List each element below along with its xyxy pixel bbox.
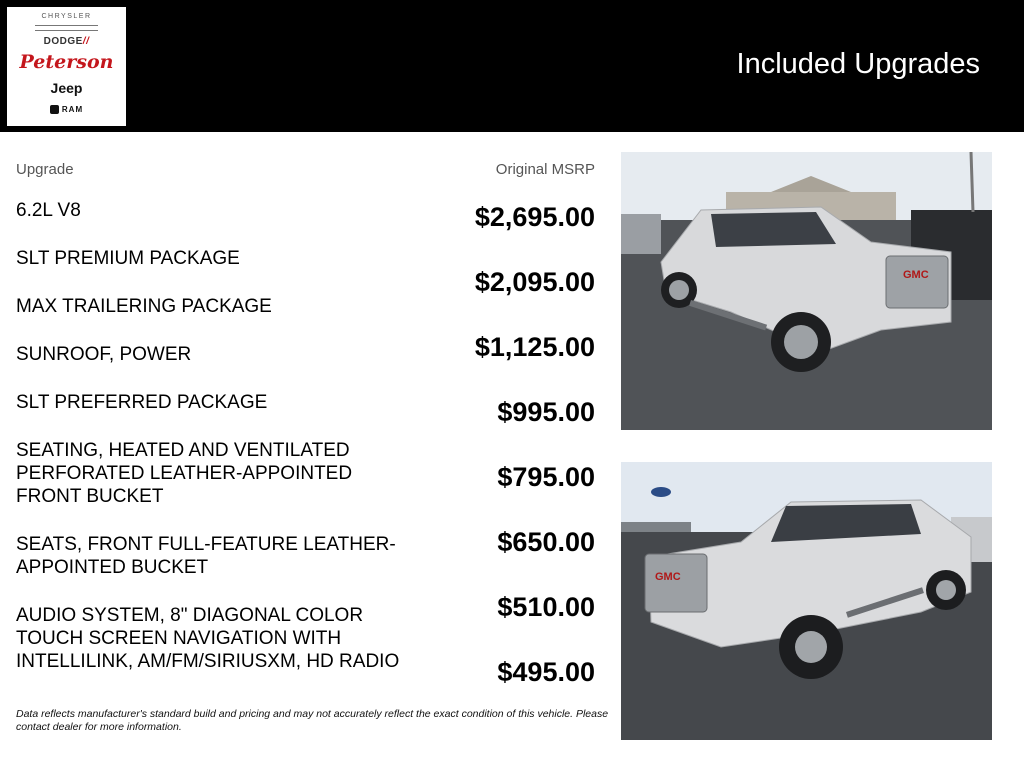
- disclaimer-text: Data reflects manufacturer's standard build and pricing and may not accurately reflect the exact condition of this vehicle. Please contact dealer for more information.: [16, 708, 609, 733]
- upgrade-item: 6.2L V8: [16, 200, 81, 221]
- rear-wheel-rim: [936, 580, 956, 600]
- price-value: $495.00: [497, 657, 595, 687]
- truck-grille: [886, 256, 948, 308]
- front-wheel-rim: [784, 325, 818, 359]
- price-value: $2,095.00: [474, 267, 595, 297]
- ram-logo-text: [7, 105, 126, 114]
- upgrade-item: MAX TRAILERING PACKAGE: [16, 296, 272, 317]
- upgrade-item: SEATS, FRONT FULL-FEATURE LEATHER-APPOINTED BUCKET: [16, 534, 396, 578]
- ram-head-icon: [50, 105, 59, 114]
- truck-grille: [645, 554, 707, 612]
- vehicle-photo-front-left[interactable]: [621, 462, 992, 740]
- upgrade-item: SLT PREFERRED PACKAGE: [16, 392, 268, 413]
- upgrade-item: SUNROOF, POWER: [16, 344, 192, 365]
- truck-windows: [711, 212, 836, 247]
- upgrade-list: [16, 199, 406, 698]
- dodge-logo-text: [7, 36, 126, 47]
- jeep-logo-text: Jeep: [50, 80, 83, 96]
- price-value: $795.00: [497, 462, 595, 492]
- price-value: $2,695.00: [474, 202, 595, 232]
- dealer-logo[interactable]: [7, 7, 126, 126]
- price-value: $1,125.00: [474, 332, 595, 362]
- column-header-upgrade: Upgrade: [16, 161, 74, 178]
- truck-photo-graphic: [621, 152, 992, 430]
- upgrade-item: SEATING, HEATED AND VENTILATED PERFORATED LEATHER-APPOINTED FRONT BUCKET: [16, 440, 353, 507]
- truck-photo-graphic: [621, 462, 992, 740]
- vehicle-photo-front-right[interactable]: [621, 152, 992, 430]
- chrysler-wings-icon: [35, 25, 98, 31]
- column-header-msrp: Original MSRP: [495, 161, 595, 178]
- price-list: [395, 200, 595, 720]
- gmc-badge: GMC: [655, 571, 681, 583]
- light-pole: [971, 152, 973, 212]
- upgrade-item: AUDIO SYSTEM, 8" DIAGONAL COLOR TOUCH SCREEN NAVIGATION WITH INTELLILINK, AM/FM/SIRIUSXM, HD RADIO: [16, 605, 400, 672]
- peterson-logo-text: Peterson: [19, 51, 114, 73]
- ford-sign: [651, 487, 671, 497]
- upgrade-item: SLT PREMIUM PACKAGE: [16, 248, 240, 269]
- gmc-badge: GMC: [903, 269, 929, 281]
- chrysler-logo-text: CHRYSLER: [41, 13, 92, 20]
- dodge-stripes-icon: //: [82, 36, 90, 47]
- page-title: Included Upgrades: [736, 48, 980, 80]
- ram-label: RAM: [61, 105, 84, 114]
- price-value: $650.00: [497, 527, 595, 557]
- background-vehicle: [621, 214, 661, 254]
- price-value: $510.00: [497, 592, 595, 622]
- dodge-label: DODGE: [43, 36, 83, 47]
- price-value: $995.00: [497, 397, 595, 427]
- rear-wheel-rim: [669, 280, 689, 300]
- front-wheel-rim: [795, 631, 827, 663]
- header-bar: [0, 0, 1024, 132]
